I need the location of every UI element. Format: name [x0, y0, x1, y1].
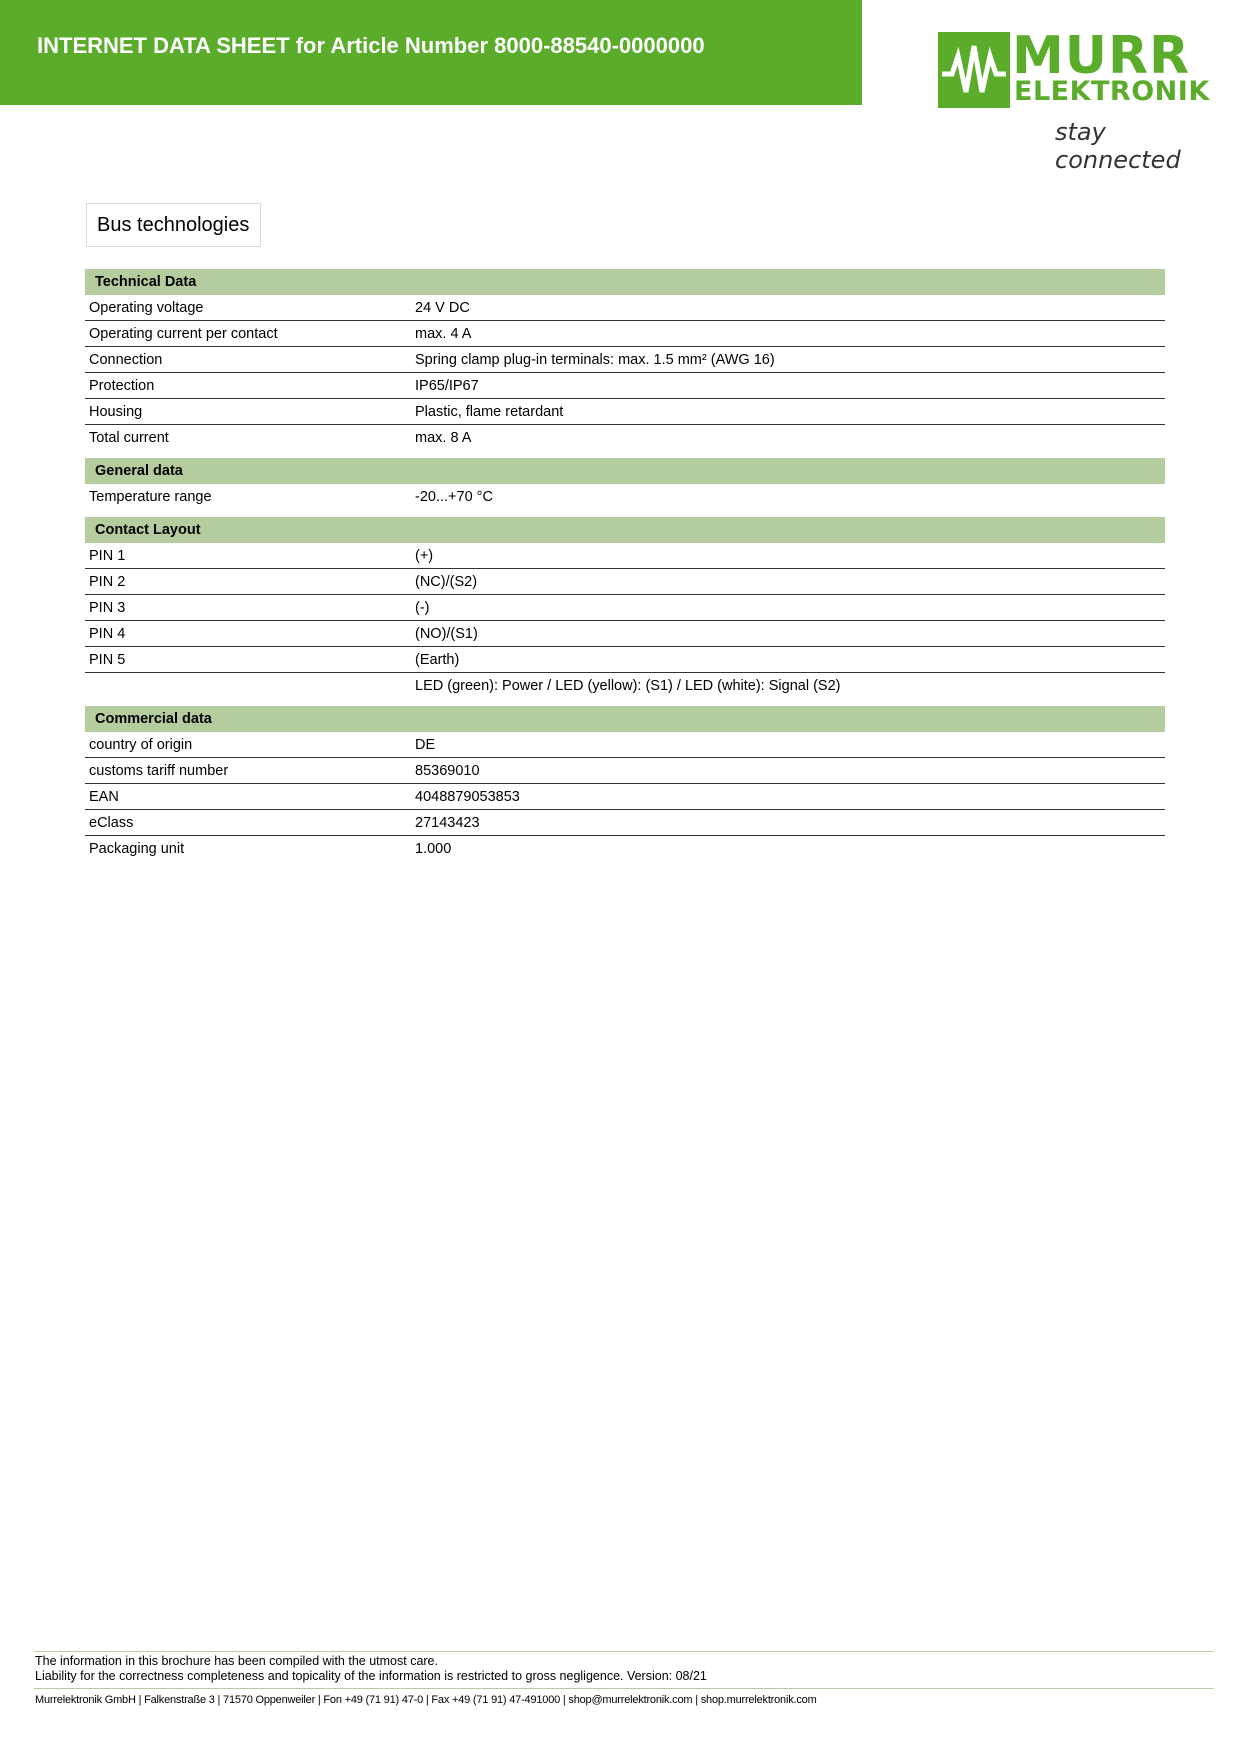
- row-label: customs tariff number: [85, 758, 411, 784]
- table-row: [85, 758, 1165, 784]
- row-value: (+): [411, 543, 1165, 569]
- table-row: [85, 673, 1165, 699]
- row-label: Operating current per contact: [85, 321, 411, 347]
- murrelektronik-logo: [938, 26, 1210, 174]
- table-row: [85, 347, 1165, 373]
- footer-contact: Murrelektronik GmbH | Falkenstraße 3 | 71570 Oppenweiler | Fon +49 (71 91) 47-0 | Fax +49 (71 91) 47-491000 | shop@murrelektronik.com | shop.murrelektronik.com: [35, 1694, 817, 1706]
- table-row: [85, 784, 1165, 810]
- section-title: Contact Layout: [85, 517, 1165, 543]
- spec-table: [85, 269, 1165, 861]
- row-label: [85, 673, 411, 699]
- footer-disclaimer: [35, 1654, 707, 1684]
- logo-m-mark-icon: [938, 32, 1010, 108]
- table-row: [85, 595, 1165, 621]
- row-label: Packaging unit: [89, 840, 185, 857]
- row-label: Housing: [85, 399, 411, 425]
- section-spacer: [85, 698, 1165, 706]
- row-value: (NO)/(S1): [411, 621, 1165, 647]
- row-value: Plastic, flame retardant: [411, 399, 1165, 425]
- table-row: [85, 543, 1165, 569]
- row-label: PIN 2: [85, 569, 411, 595]
- table-row: [85, 295, 1165, 321]
- row-value: DE: [411, 732, 1165, 758]
- table-row: [85, 425, 1165, 451]
- footer-disclaimer-line1: The information in this brochure has been compiled with the utmost care.: [35, 1654, 438, 1668]
- row-value: (NC)/(S2): [411, 569, 1165, 595]
- row-value: (-): [411, 595, 1165, 621]
- row-value: max. 4 A: [411, 321, 1165, 347]
- section-header-technical: [85, 269, 1165, 295]
- row-label: PIN 1: [85, 543, 411, 569]
- table-row: [85, 732, 1165, 758]
- row-value: 24 V DC: [411, 295, 1165, 321]
- row-label: EAN: [85, 784, 411, 810]
- section-title: Technical Data: [85, 269, 1165, 295]
- table-row: [85, 647, 1165, 673]
- footer-disclaimer-line2: Liability for the correctness completeness and topicality of the information is restricted to gross negligence. Version: 08/21: [35, 1669, 707, 1683]
- header-band: [0, 0, 862, 105]
- row-value: Spring clamp plug-in terminals: max. 1.5 mm² (AWG 16): [411, 347, 1165, 373]
- row-value: 85369010: [411, 758, 1165, 784]
- row-label: country of origin: [85, 732, 411, 758]
- table-row: [85, 569, 1165, 595]
- section-title: General data: [85, 458, 1165, 484]
- footer-divider-bottom: [34, 1688, 1214, 1689]
- section-spacer: [85, 509, 1165, 517]
- row-value: 27143423: [411, 810, 1165, 836]
- section-header-general: [85, 458, 1165, 484]
- row-label: Operating voltage: [85, 295, 411, 321]
- logo-tagline: stay connected: [1055, 118, 1181, 174]
- row-value: -20...+70 °C: [415, 488, 493, 505]
- section-spacer: [85, 450, 1165, 458]
- row-label: eClass: [85, 810, 411, 836]
- section-title: Commercial data: [85, 706, 1165, 732]
- table-row: [85, 484, 1165, 509]
- row-label: Temperature range: [89, 488, 212, 505]
- row-value: 4048879053853: [411, 784, 1165, 810]
- row-value: IP65/IP67: [411, 373, 1165, 399]
- logo-word-murr: MURR: [1012, 26, 1191, 86]
- table-row: [85, 810, 1165, 836]
- category-label: Bus technologies: [86, 203, 261, 247]
- footer-divider-top: [34, 1651, 1214, 1652]
- table-row: [85, 836, 1165, 862]
- row-label: Protection: [85, 373, 411, 399]
- row-label: PIN 5: [85, 647, 411, 673]
- section-header-commercial: [85, 706, 1165, 732]
- row-label: Connection: [85, 347, 411, 373]
- row-value: (Earth): [411, 647, 1165, 673]
- row-value: max. 8 A: [415, 429, 472, 446]
- table-row: [85, 373, 1165, 399]
- table-row: [85, 621, 1165, 647]
- row-label: PIN 3: [85, 595, 411, 621]
- row-label: PIN 4: [85, 621, 411, 647]
- row-value: 1.000: [415, 840, 452, 857]
- logo-word-elektronik: ELEKTRONIK: [1014, 76, 1210, 107]
- section-header-contact: [85, 517, 1165, 543]
- table-row: [85, 321, 1165, 347]
- table-row: [85, 399, 1165, 425]
- row-label: Total current: [89, 429, 169, 446]
- page-title: INTERNET DATA SHEET for Article Number 8000-88540-0000000: [37, 33, 705, 58]
- row-value: LED (green): Power / LED (yellow): (S1) / LED (white): Signal (S2): [415, 677, 841, 694]
